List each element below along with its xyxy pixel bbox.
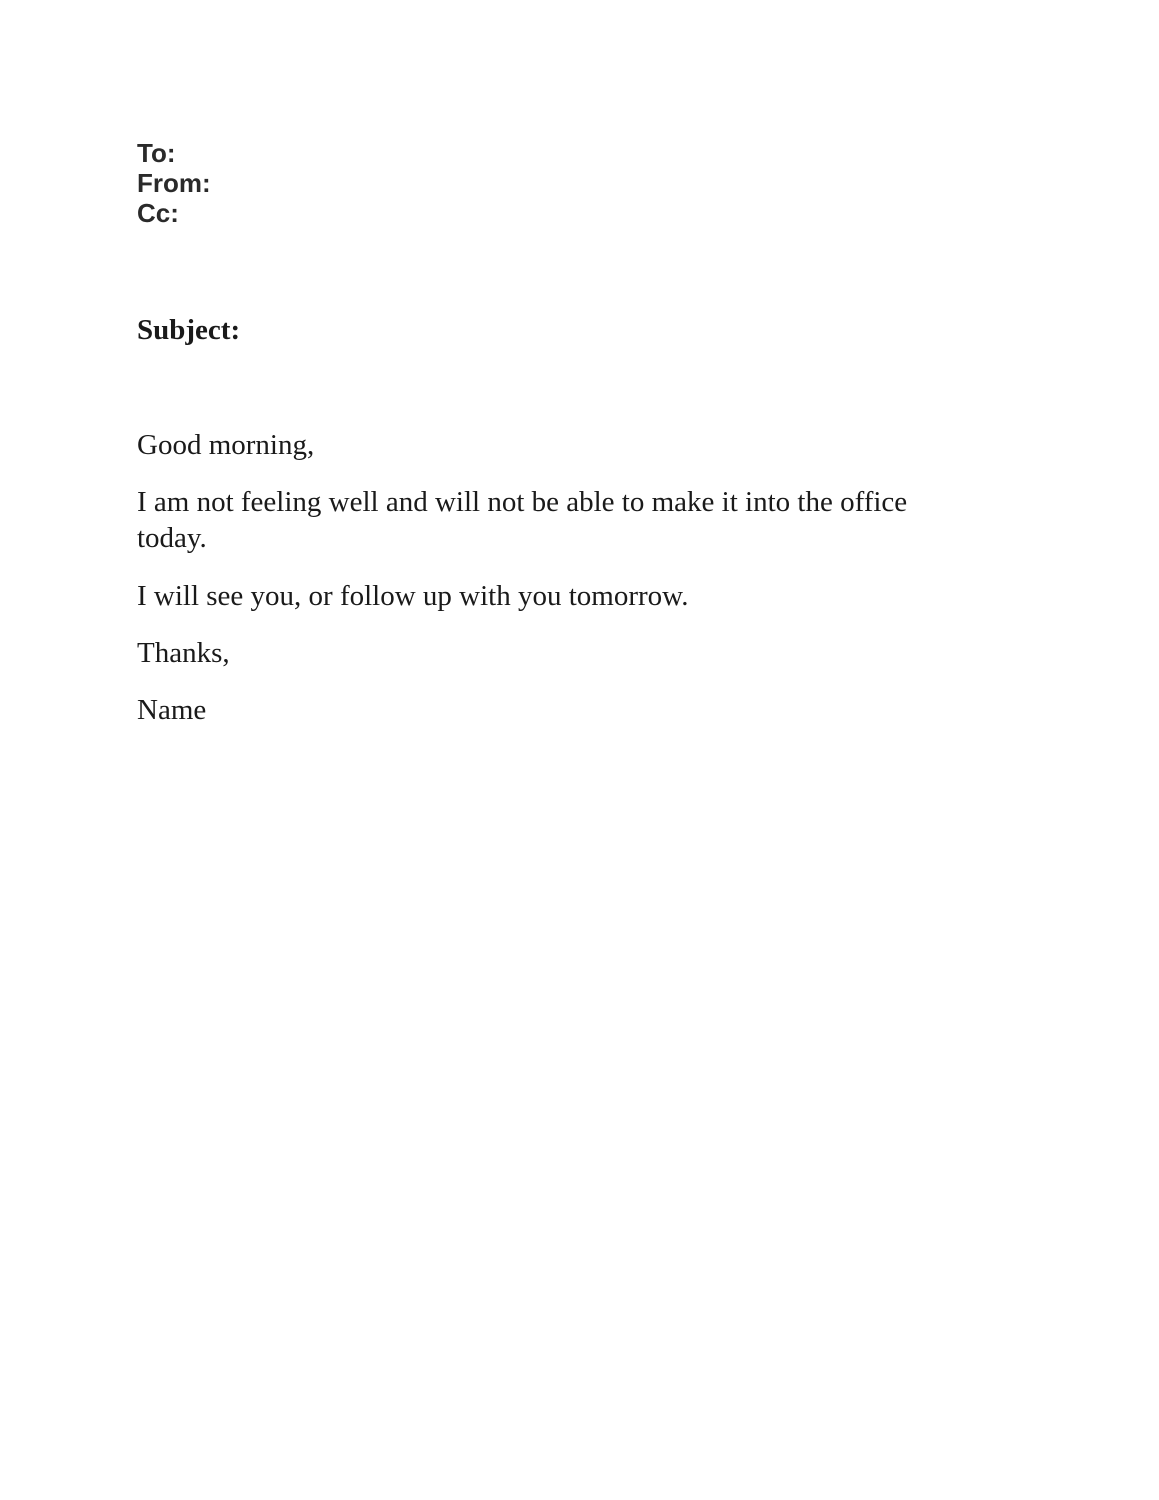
body-paragraph-1: I am not feeling well and will not be able to make it into the office today. <box>137 486 908 554</box>
cc-label: Cc: <box>137 198 179 228</box>
greeting: Good morning, <box>137 429 315 461</box>
to-label: To: <box>137 138 176 168</box>
subject-label: Subject: <box>137 314 241 346</box>
signature: Name <box>137 694 207 726</box>
from-label: From: <box>137 168 211 198</box>
body-paragraph-2: I will see you, or follow up with you tomorrow. <box>137 580 689 612</box>
closing: Thanks, <box>137 637 230 669</box>
memo-header <box>137 138 211 228</box>
